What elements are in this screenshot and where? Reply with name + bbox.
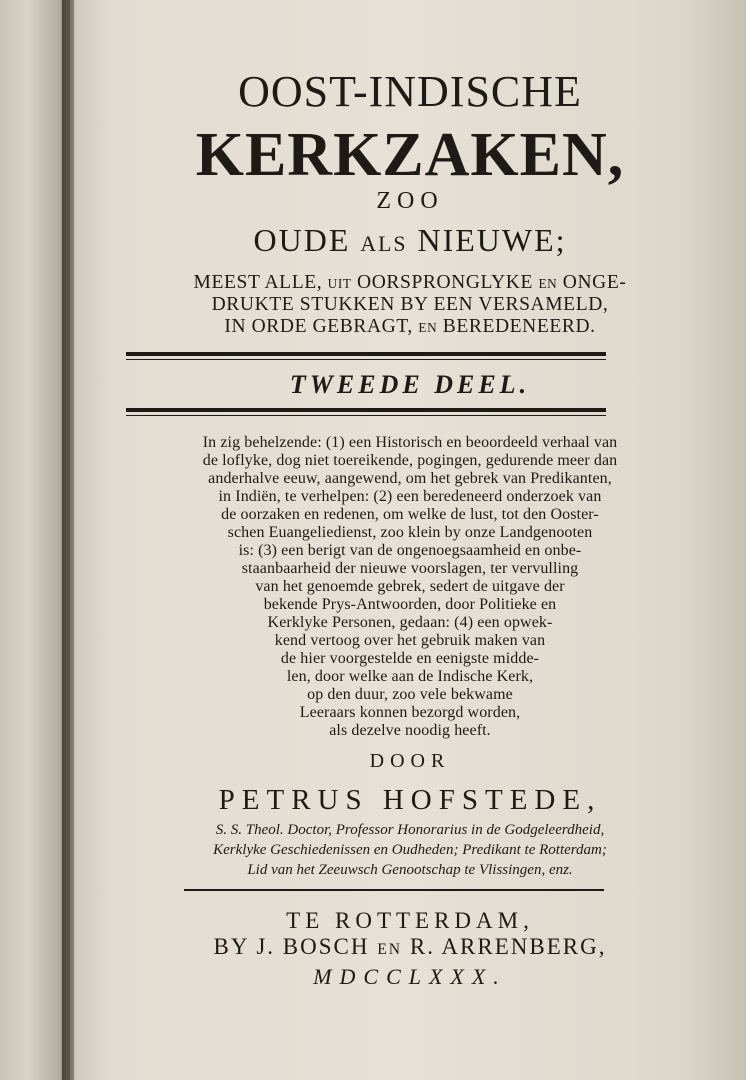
subtitle-text: EN <box>418 320 438 335</box>
double-rule-top <box>126 352 606 356</box>
title-nieuwe: NIEUWE; <box>417 222 567 258</box>
subtitle-line-1 <box>74 272 746 294</box>
description-line: de oorzaken en redenen, om welke de lust, tot den Ooster- <box>221 506 599 523</box>
title-als: ALS <box>360 232 408 256</box>
imprint-place: TE ROTTERDAM, <box>286 908 534 933</box>
volume-label: TWEEDE DEEL. <box>289 370 531 399</box>
title-line-1: OOST-INDISCHE <box>238 67 582 116</box>
description-line: staanbaarheid der nieuwe voorslagen, ter vervulling <box>241 560 579 577</box>
subtitle-text: ONGE- <box>557 272 627 293</box>
subtitle-text: DRUKTE STUKKEN BY EEN VERSAMELD, <box>211 294 609 315</box>
subtitle-text: BEREDENEERD. <box>437 316 596 337</box>
imprint-publisher-2: R. ARRENBERG, <box>402 934 607 959</box>
description-line: In zig behelzende: (1) een Historisch en beoordeeld verhaal van <box>202 434 618 451</box>
subtitle-text: IN ORDE GEBRAGT, <box>224 316 419 337</box>
imprint-en: EN <box>377 941 403 958</box>
imprint-publishers <box>74 934 746 960</box>
subtitle-line-3 <box>74 316 746 338</box>
double-rule-bottom-thin <box>126 415 606 416</box>
title-page <box>74 0 746 1080</box>
rule-imprint <box>184 889 604 891</box>
description-line: op den duur, zoo vele bekwame <box>307 686 513 703</box>
title-line-2: KERKZAKEN, <box>195 121 625 189</box>
subtitle-text: MEEST ALLE, <box>193 272 328 293</box>
subtitle-line-2 <box>74 294 746 316</box>
description-line: Leeraars konnen bezorgd worden, <box>299 704 521 721</box>
author-credential-line: Lid van het Zeeuwsch Genootschap te Vlissingen, enz. <box>247 862 573 878</box>
author-credential-line: S. S. Theol. Doctor, Professor Honorarius in de Godgeleerdheid, <box>215 822 605 838</box>
description-line: de loflyke, dog niet toereikende, pogingen, gedurende meer dan <box>202 452 618 469</box>
title-zoo: ZOO <box>376 188 444 214</box>
subtitle-text: EN <box>538 276 558 291</box>
description-line: in Indiën, te verhelpen: (2) een beredeneerd onderzoek van <box>218 488 602 505</box>
description-line: Kerklyke Personen, gedaan: (4) een opwek- <box>267 614 553 631</box>
double-rule-bottom <box>126 408 606 412</box>
description-line: bekende Prys-Antwoorden, door Politieke en <box>263 596 557 613</box>
description-line: schen Euangeliedienst, zoo klein by onze Landgenooten <box>227 524 593 541</box>
imprint-publisher-1: J. BOSCH <box>248 934 378 959</box>
spine-shadow <box>62 0 76 1080</box>
description-line: len, door welke aan de Indische Kerk, <box>286 668 534 685</box>
title-oude: OUDE <box>253 222 351 258</box>
imprint-by: BY <box>213 934 249 959</box>
door-label: DOOR <box>369 750 451 772</box>
description-line: de hier voorgestelde en eenigste midde- <box>280 650 540 667</box>
description-line: als dezelve noodig heeft. <box>329 722 491 739</box>
description-line: van het genoemde gebrek, sedert de uitgave der <box>255 578 565 595</box>
description-line: anderhalve eeuw, aangewend, om het gebrek van Predikanten, <box>208 470 612 487</box>
subtitle-text: UIT <box>327 276 352 291</box>
facing-page-edge <box>0 0 70 1080</box>
author-credential-line: Kerklyke Geschiedenissen en Oudheden; Predikant te Rotterdam; <box>213 842 607 858</box>
description-line: is: (3) een berigt van de ongenoegsaamheid en onbe- <box>238 542 582 559</box>
description-line: kend vertoog over het gebruik maken van <box>274 632 546 649</box>
double-rule-top-thin <box>126 359 606 360</box>
subtitle-text: OORSPRONGLYKE <box>351 272 539 293</box>
author-name: PETRUS HOFSTEDE, <box>218 784 602 816</box>
title-oude-als-nieuwe <box>74 222 746 259</box>
imprint-year: MDCCLXXX. <box>313 964 507 989</box>
